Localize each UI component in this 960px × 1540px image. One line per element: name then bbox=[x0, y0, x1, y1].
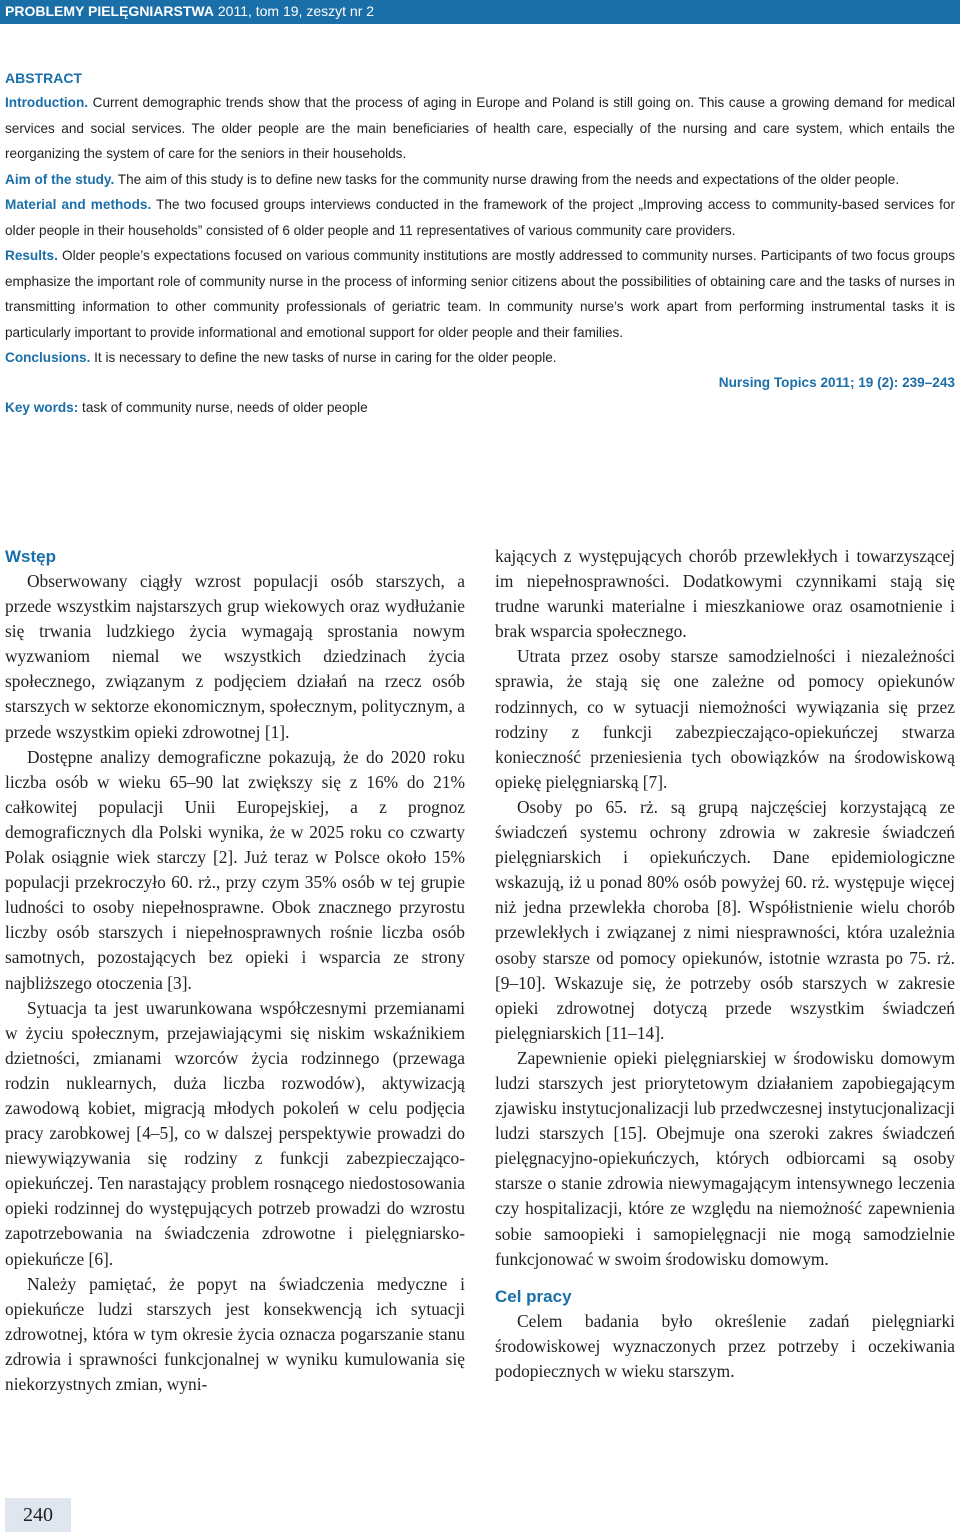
paragraph: Celem badania było określenie zadań pielęgniarki środowiskowej wyznaczonych przez potrzeby i oczekiwania podopiecznych w wieku starszym. bbox=[495, 1310, 955, 1381]
journal-header-bar bbox=[0, 0, 960, 24]
journal-header bbox=[5, 3, 374, 19]
issue-info: 2011, tom 19, zeszyt nr 2 bbox=[213, 3, 375, 19]
results-label: Results. bbox=[5, 248, 58, 263]
left-column bbox=[5, 544, 465, 1397]
paragraph: kających z występujących chorób przewlekłych i towarzyszącej im niepełnosprawności. Dodatkowymi czynnikami stają się trudne warunki materialne i mieszkaniowe oraz osamotnienie i brak wsparcia społecznego. bbox=[495, 546, 955, 642]
keywords-label: Key words: bbox=[5, 399, 79, 415]
paragraph: Należy pamiętać, że popyt na świadczenia medyczne i opiekuńcze ludzi starszych jest konsekwencją ich sytuacji zdrowotnej, która w tym okresie życia oznacza pogarszanie stanu zdrowia i sprawności funkcjonalnej w wyniku kumulowania się niekorzystnych zmian, wyni- bbox=[5, 1273, 465, 1394]
abstract-conclusions bbox=[5, 345, 955, 371]
abstract-methods bbox=[5, 192, 955, 243]
journal-title: PROBLEMY PIELĘGNIARSTWA bbox=[5, 3, 214, 19]
paragraph: Zapewnienie opieki pielęgniarskiej w środowisku domowym ludzi starszych jest priorytetowym działaniem zapobiegającym zjawisku instytucjonalizacji lub przedwczesnej instytucjonalizacji ludzi starszych [15]. Obejmuje ona szeroki zakres świadczeń pielęgnacyjno-opiekuńczych, których odbiorcami są osoby starsze o stanie zdrowia niewymagającym intensywnego leczenia czy hospitalizacji, które ze względu na niemożność zapewnienia sobie samoopieki i samopielęgnacji nie mogą samodzielnie funkcjonować w swoim środowisku domowym. bbox=[495, 1047, 955, 1269]
aim-text: The aim of this study is to define new tasks for the community nurse drawing from the needs and expectations of the older people. bbox=[114, 171, 900, 187]
section-heading-wstep: Wstęp bbox=[5, 547, 56, 566]
citation: Nursing Topics 2011; 19 (2): 239–243 bbox=[718, 374, 955, 390]
paragraph: Dostępne analizy demograficzne pokazują, że do 2020 roku liczba osób w wieku 65–90 lat zwiększy się z 16% do 21% całkowitej populacji Unii Europejskiej, a z prognoz demograficznych dla Polski wynika, że w 2025 roku co czwarty Polak osiągnie wiek starczy [2]. Już teraz w Polsce około 15% populacji przekroczyło 60. rż., przy czym 35% osób w tej grupie ludności to osoby niepełnosprawne. Obok znacznego przyrostu liczby osób starszych i niepełnosprawnych rośnie liczba osób samotnych, pozostających bez opieki i wsparcia ze strony najbliższego otoczenia [3]. bbox=[5, 746, 465, 993]
introduction-label: Introduction. bbox=[5, 95, 89, 110]
aim-label: Aim of the study. bbox=[5, 171, 115, 187]
abstract-section bbox=[5, 66, 955, 420]
right-column bbox=[495, 544, 955, 1384]
results-text: Older people’s expectations focused on various community institutions are mostly addressed to community nurses. Participants of two focus groups emphasize the important role of community nurse in the process of informing senior citizens about the possibilities of obtaining care and the tasks of nurses in transmitting information to other community professionals of geriatric team. In community nurse’s work apart from performing instrumental tasks it is particularly important to provide informational and emotional support for older people and their families. bbox=[5, 248, 955, 340]
abstract-aim bbox=[5, 167, 955, 193]
paragraph: Sytuacja ta jest uwarunkowana współczesnymi przemianami w życiu społecznym, przejawiającymi się niskim wskaźnikiem dzietności, zmianami wzorców życia rodzinnego (przewaga rodzin nuklearnych, duża liczba rozwodów), aktywizacją zawodową kobiet, migracją młodych pokoleń w celu podjęcia pracy zarobkowej [4–5], co w dalszej perspektywie prowadzi do niewywiązywania się rodziny z funkcji zabezpieczająco-opiekuńczej. Ten narastający problem rosnącego niedostosowania opieki rodzinnej do występujących potrzeb prowadzi do wzrostu zapotrzebowania na świadczenia zdrowotne i pielęgniarsko-opiekuńcze [6]. bbox=[5, 997, 465, 1269]
paragraph: Utrata przez osoby starsze samodzielności i niezależności sprawia, że stają się one zależne od pomocy opiekunów rodzinnych, co w sytuacji niemożności wywiązania się przez rodziny z funkcji zabezpieczająco-opiekuńczej stwarza konieczność przeniesienia tych obowiązków na środowiskową opiekę pielęgniarską [7]. bbox=[495, 646, 955, 792]
methods-text: The two focused groups interviews conducted in the framework of the project „Improving access to community-based services for older people in their households” consisted of 6 older people and 11 representatives of various community care providers. bbox=[5, 197, 955, 238]
keywords bbox=[5, 395, 955, 421]
abstract-heading: ABSTRACT bbox=[5, 70, 82, 86]
keywords-text: task of community nurse, needs of older people bbox=[78, 399, 368, 415]
section-spacer bbox=[495, 1272, 955, 1284]
introduction-text: Current demographic trends show that the process of aging in Europe and Poland is still going on. This cause a growing demand for medical services and social services. The older people are the main beneficiaries of health care, especially of the nursing and care system, which entails the reorganizing the system of care for the seniors in their households. bbox=[5, 95, 955, 161]
paragraph: Osoby po 65. rż. są grupą najczęściej korzystającą ze świadczeń systemu ochrony zdrowia w zakresie świadczeń pielęgniarskich i opiekuńczych. Dane epidemiologiczne wskazują, iż u ponad 80% osób powyżej 60. rż. występuje więcej niż jedna przewlekła choroba [8]. Współistnienie wielu chorób przewlekłych i związanej z nimi niesprawności, która uzależnia osoby starsze od pomocy opiekunów, istotnie wzrasta po 75. rż. [9–10]. Wskazuje się, że potrzeby osób starszych w zakresie opieki zdrowotnej dotyczą przede wszystkim świadczeń pielęgniarskich [11–14]. bbox=[495, 796, 955, 1043]
conclusions-label: Conclusions. bbox=[5, 350, 91, 365]
abstract-results bbox=[5, 243, 955, 345]
paragraph: Obserwowany ciągły wzrost populacji osób starszych, a przede wszystkim najstarszych grup wiekowych oraz wydłużanie się trwania ludzkiego życia wymagają sprostania nowym wyzwaniom niemal we wszystkich dziedzinach życia społecznego, związanym z podjęciem działań na rzecz osób starszych w sektorze ekonomicznym, społecznym, politycznym, a przede wszystkim opieki zdrowotnej [1]. bbox=[5, 571, 465, 742]
conclusions-text: It is necessary to define the new tasks of nurse in caring for the older people. bbox=[90, 350, 557, 365]
abstract-introduction bbox=[5, 90, 955, 167]
methods-label: Material and methods. bbox=[5, 197, 152, 212]
section-heading-cel-pracy: Cel pracy bbox=[495, 1286, 572, 1306]
page-number: 240 bbox=[5, 1498, 71, 1532]
